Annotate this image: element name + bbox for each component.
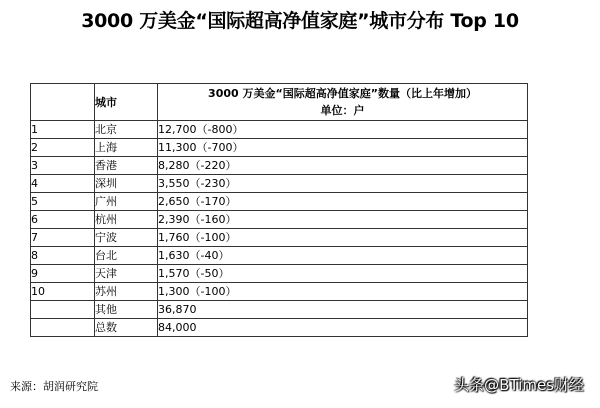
table-row (31, 211, 528, 229)
row-city: 广州 (95, 193, 158, 211)
row-city: 香港 (95, 157, 158, 175)
table-row (31, 157, 528, 175)
row-value: 1,300（-100） (158, 283, 528, 301)
row-rank: 8 (31, 247, 95, 265)
row-value: 3,550（-230） (158, 175, 528, 193)
city-distribution-table (30, 83, 528, 337)
header-city: 城市 (95, 84, 158, 121)
header-count (158, 84, 528, 121)
table-row (31, 283, 528, 301)
row-rank: 7 (31, 229, 95, 247)
table-row (31, 301, 528, 319)
table-row (31, 175, 528, 193)
header-rank (31, 84, 95, 121)
watermark: 头条@BTimes财经 (454, 376, 584, 394)
row-city: 宁波 (95, 229, 158, 247)
row-rank: 10 (31, 283, 95, 301)
row-value: 11,300（-700） (158, 139, 528, 157)
table-body (31, 121, 528, 337)
table-row (31, 247, 528, 265)
row-city: 天津 (95, 265, 158, 283)
row-value: 1,630（-40） (158, 247, 528, 265)
row-city: 苏州 (95, 283, 158, 301)
row-value: 2,650（-170） (158, 193, 528, 211)
row-rank: 3 (31, 157, 95, 175)
row-rank (31, 301, 95, 319)
table-row (31, 193, 528, 211)
row-city: 北京 (95, 121, 158, 139)
row-rank: 4 (31, 175, 95, 193)
page-title: 3000 万美金“国际超高净值家庭”城市分布 Top 10 (81, 10, 519, 32)
table-row (31, 319, 528, 337)
table-header-row (31, 84, 528, 121)
header-count-unit: 单位：户 (320, 104, 365, 117)
row-value: 8,280（-220） (158, 157, 528, 175)
row-rank: 2 (31, 139, 95, 157)
row-city: 总数 (95, 319, 158, 337)
row-value: 2,390（-160） (158, 211, 528, 229)
row-city: 深圳 (95, 175, 158, 193)
row-value: 12,700（-800） (158, 121, 528, 139)
source-note: 来源：胡润研究院 (10, 380, 98, 393)
row-rank: 1 (31, 121, 95, 139)
row-city: 杭州 (95, 211, 158, 229)
table-row (31, 265, 528, 283)
row-rank: 9 (31, 265, 95, 283)
row-value: 84,000 (158, 319, 528, 337)
row-city: 上海 (95, 139, 158, 157)
table-row (31, 139, 528, 157)
row-city: 台北 (95, 247, 158, 265)
table-row (31, 229, 528, 247)
header-count-title: 3000 万美金“国际超高净值家庭”数量（比上年增加） (208, 87, 477, 100)
row-value: 36,870 (158, 301, 528, 319)
row-rank (31, 319, 95, 337)
row-rank: 6 (31, 211, 95, 229)
row-value: 1,570（-50） (158, 265, 528, 283)
row-rank: 5 (31, 193, 95, 211)
row-city: 其他 (95, 301, 158, 319)
row-value: 1,760（-100） (158, 229, 528, 247)
table-row (31, 121, 528, 139)
